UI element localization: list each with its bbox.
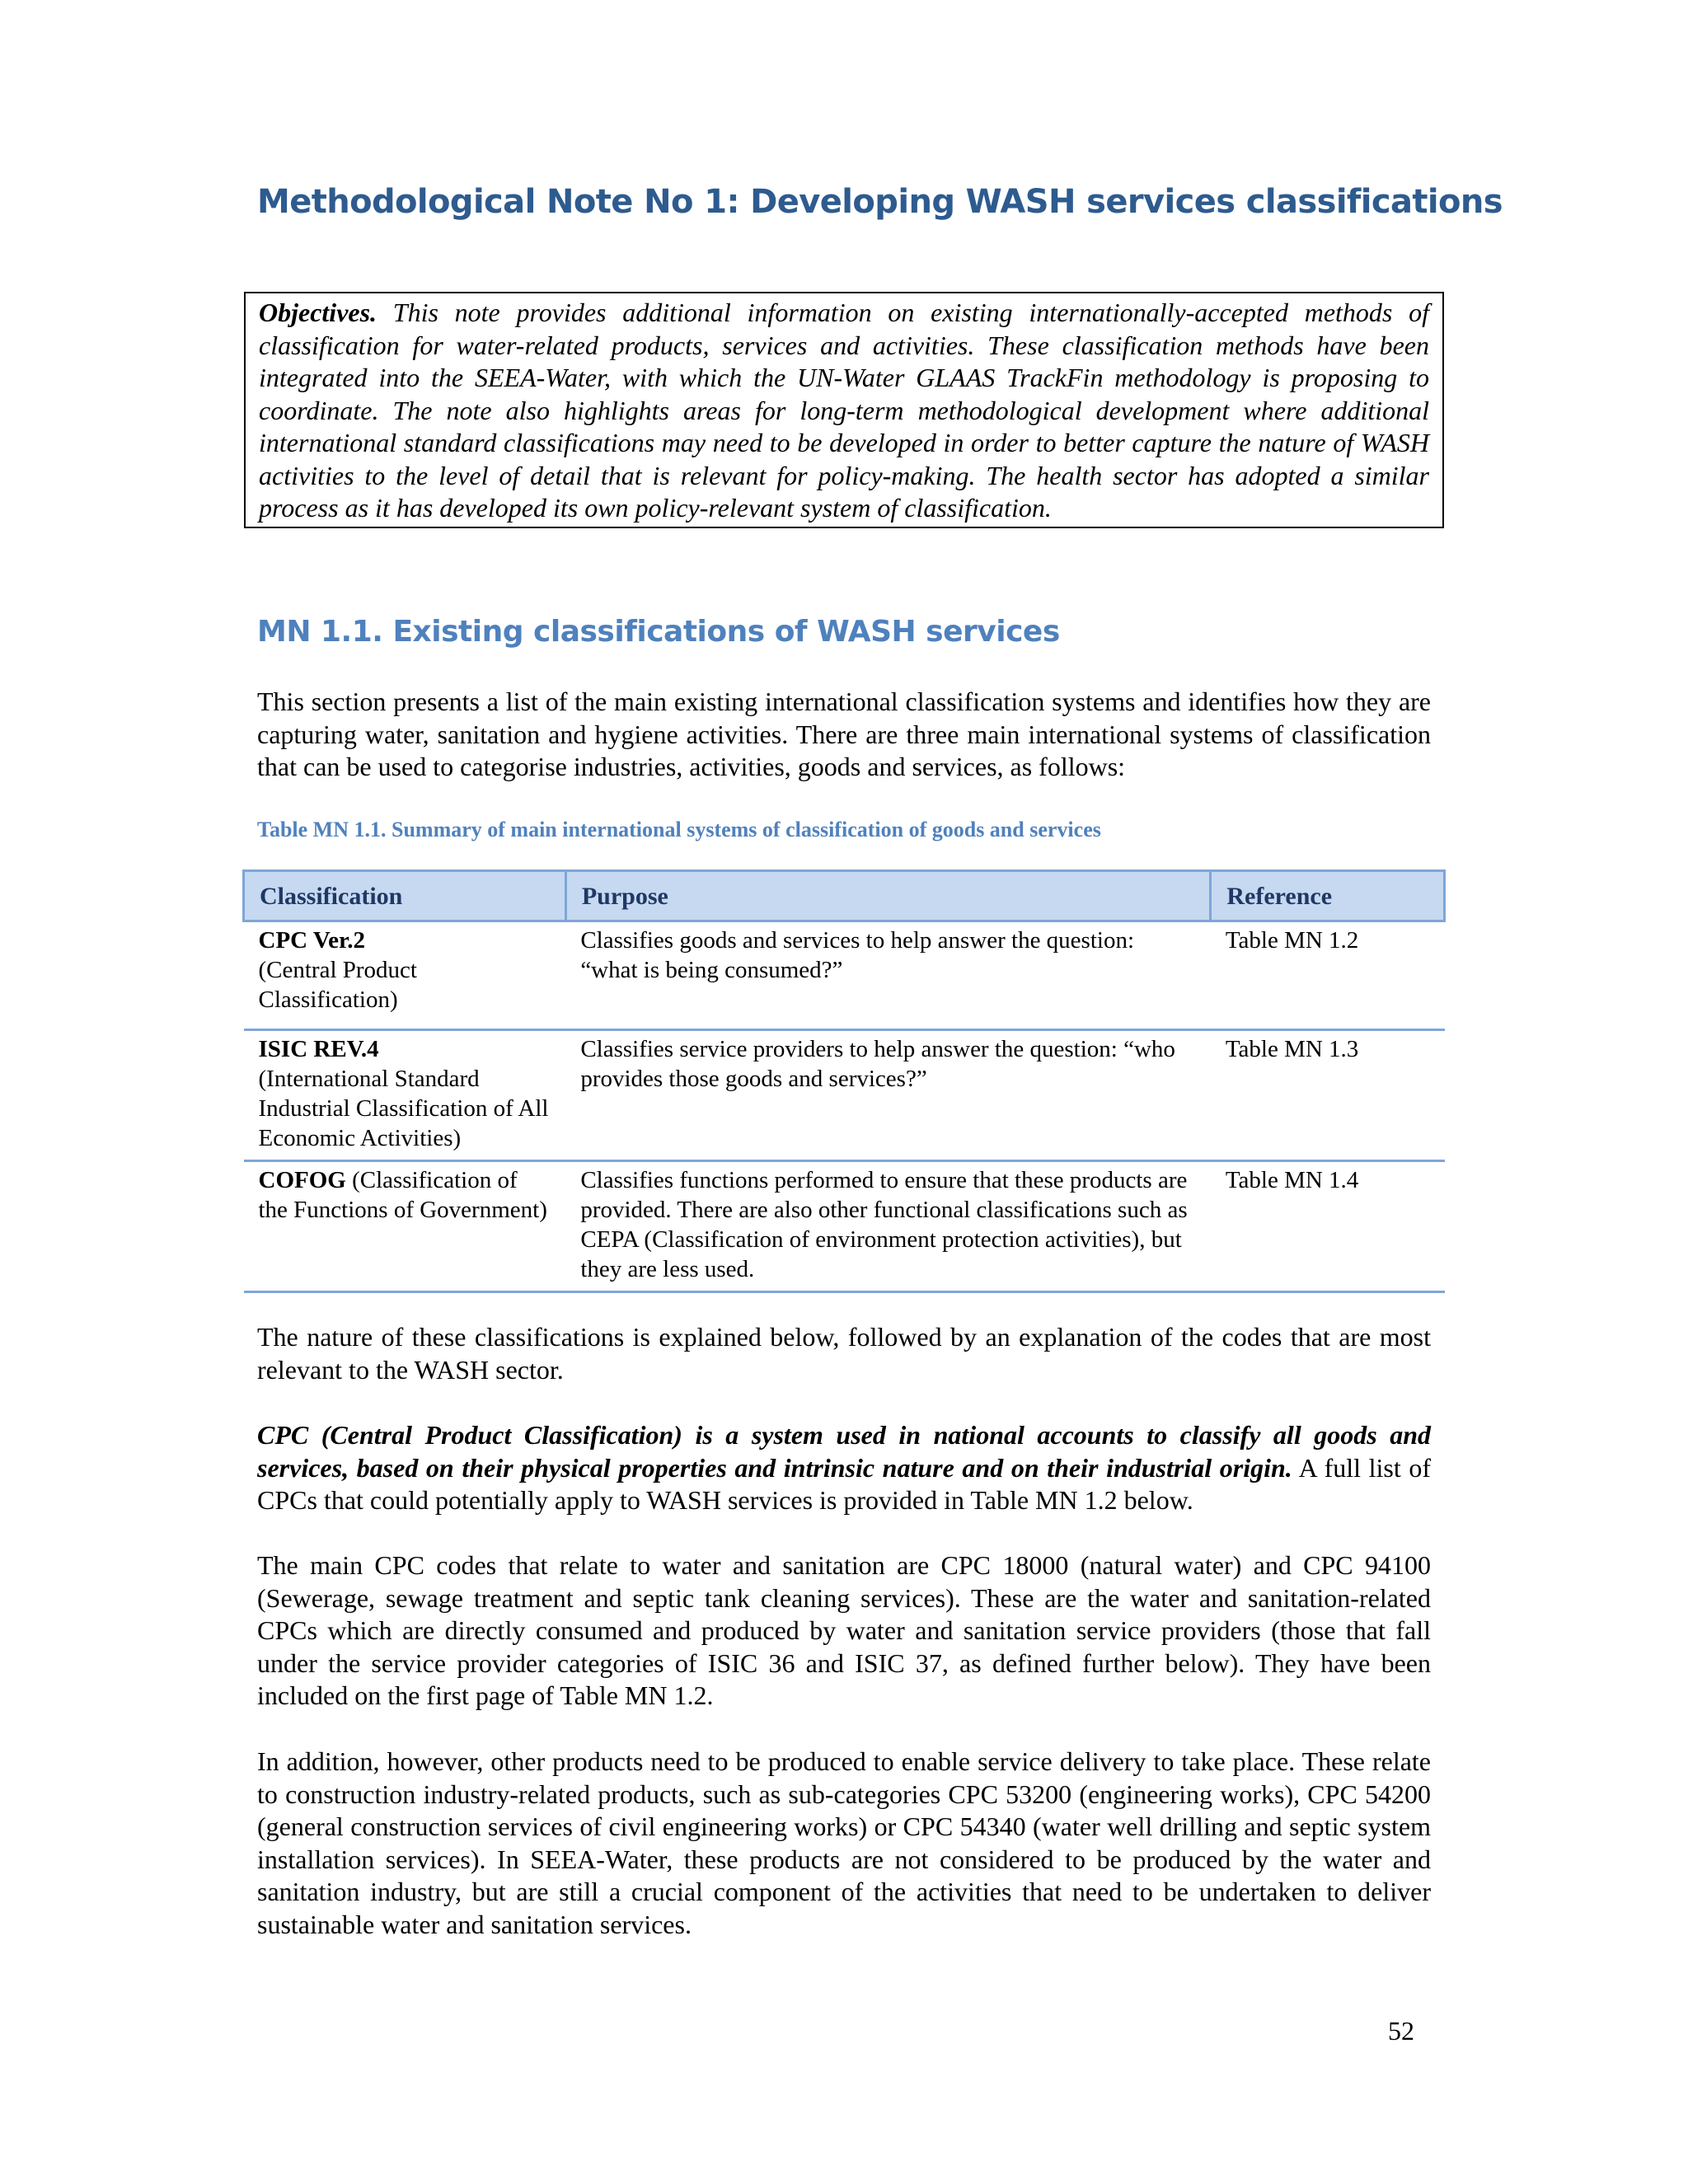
classification-name: (International Standard Industrial Classification of All Economic Activities) — [258, 1066, 549, 1151]
column-header-purpose: Purpose — [565, 871, 1211, 921]
cpc-definition: CPC (Central Product Classification) is a system used in national accounts to classify all goods and services, based on their physical properties and intrinsic nature and on their industrial origin. — [257, 1420, 1431, 1483]
column-header-classification: Classification — [244, 871, 566, 921]
objectives-label: Objectives. — [259, 298, 377, 327]
table-row — [244, 1161, 1445, 1292]
table-header-row — [244, 871, 1445, 921]
addition-paragraph: In addition, however, other products need to be produced to enable service delivery to take place. These relate to construction industry-related products, such as sub-categories CPC 53200 (engineering works), CPC 54200 (general construction services of civil engineering works) or CPC 54340 (water well drilling and septic system installation services). In SEEA-Water, these products are not considered to be produced by the water and sanitation industry, but are still a crucial component of the activities that need to be undertaken to deliver sustainable water and sanitation services. — [257, 1746, 1431, 1939]
purpose-cell: Classifies goods and services to help answer the question: “what is being consumed?” — [565, 921, 1211, 1030]
classification-table — [242, 869, 1446, 1293]
column-header-reference: Reference — [1211, 871, 1445, 921]
cpc-paragraph-rest: A full list of CPCs that could potentially apply to WASH services is provided in Table MN 1.2 below. — [257, 1452, 1432, 1515]
classification-cell — [244, 921, 566, 1030]
reference-cell: Table MN 1.3 — [1211, 1030, 1445, 1161]
nature-paragraph: The nature of these classifications is explained below, followed by an explanation of the codes that are most relevant to the WASH sector. — [257, 1322, 1431, 1385]
intro-paragraph: This section presents a list of the main existing international classification systems and identifies how they are capturing water, sanitation and hygiene activities. There are three main international systems of classification that can be used to categorise industries, activities, goods and services, as follows: — [257, 687, 1431, 781]
table-row — [244, 921, 1445, 1030]
table-row — [244, 1030, 1445, 1161]
reference-cell: Table MN 1.2 — [1211, 921, 1445, 1030]
purpose-cell: Classifies service providers to help answer the question: “who provides those goods and services?” — [565, 1030, 1211, 1161]
classification-cell — [244, 1161, 566, 1292]
classification-name: (Central Product Classification) — [258, 957, 417, 1013]
main-codes-paragraph: The main CPC codes that relate to water and sanitation are CPC 18000 (natural water) and CPC 94100 (Sewerage, sewage treatment and septic tank cleaning services). These are the water and sanitation-related CPCs which are directly consumed and produced by water and sanitation service providers (those that fall under the service provider categories of ISIC 36 and ISIC 37, as defined further below). They have been included on the first page of Table MN 1.2. — [257, 1550, 1431, 1710]
objectives-box — [244, 292, 1444, 528]
classification-code: COFOG — [258, 1167, 346, 1193]
page-number: 52 — [1388, 2016, 1414, 2046]
table-caption: Table MN 1.1. Summary of main international systems of classification of goods and services — [257, 818, 1101, 841]
cpc-paragraph — [257, 1419, 1431, 1517]
classification-code: ISIC REV.4 — [258, 1036, 379, 1062]
classification-name: (Classification of the Functions of Government) — [258, 1167, 547, 1223]
classification-code: CPC Ver.2 — [258, 927, 365, 954]
purpose-cell: Classifies functions performed to ensure that these products are provided. There are also other functional classifications such as CEPA (Classification of environment protection activities), but they are less used. — [565, 1161, 1211, 1292]
objectives-text: This note provides additional information on existing internationally-accepted methods of classification for water-related products, services and activities. These classification methods have been integrated into the SEEA-Water, with which the UN-Water GLAAS TrackFin methodology is proposing to coordinate. The note also highlights areas for long-term methodological development where additional international standard classifications may need to be developed in order to better capture the nature of WASH activities to the level of detail that is relevant for policy-making. The health sector has adopted a similar process as it has developed its own policy-relevant system of classification. — [259, 298, 1429, 523]
page-title: Methodological Note No 1: Developing WASH services classifications — [257, 183, 1503, 221]
reference-cell: Table MN 1.4 — [1211, 1161, 1445, 1292]
classification-cell — [244, 1030, 566, 1161]
section-heading: MN 1.1. Existing classifications of WASH services — [257, 615, 1060, 649]
